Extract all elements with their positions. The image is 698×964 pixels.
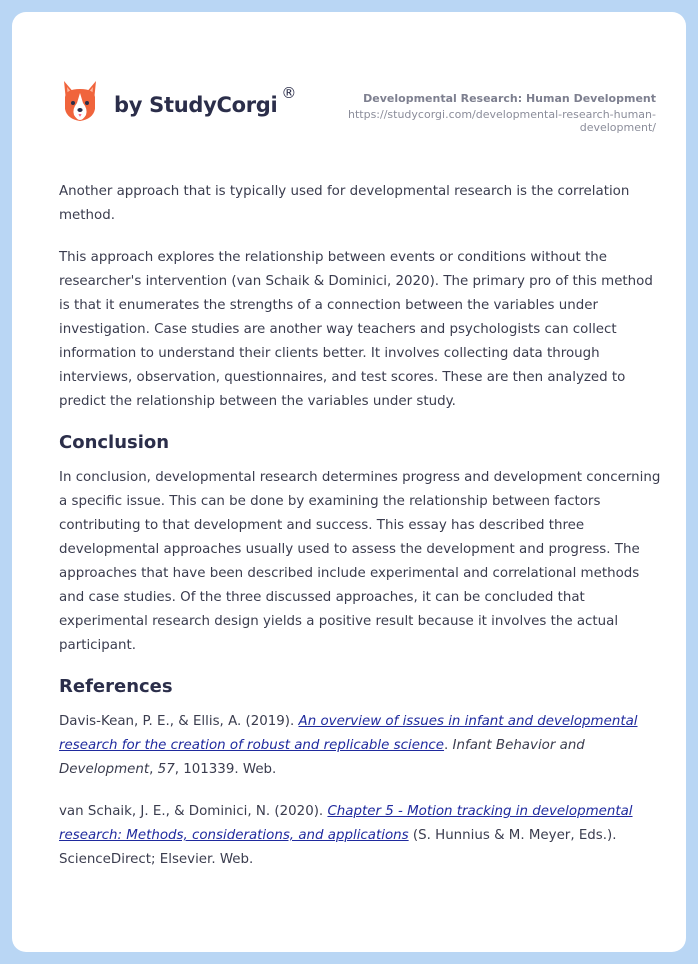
paragraph-correlation-detail: This approach explores the relationship between events or conditions without the researcher's intervention (van Schaik & Dominici, 2020). The primary pro of this method is that it enumerates the strengths of a connection between the variables under investigation. Case studies are another way teachers and psychologists can collect information to understand their clients better. It involves collecting data through interviews, observation, questionnaires, and test scores. These are then analyzed to predict the relationship between the variables under study. xyxy=(59,250,653,409)
reference-tail: , 101339. Web. xyxy=(174,762,277,777)
paragraph-correlation-intro: Another approach that is typically used for developmental research is the correlation method. xyxy=(59,184,630,223)
document-url-line2: development/ xyxy=(579,121,656,134)
reference-tail: (S. Hunnius & M. Meyer, Eds.). ScienceDirect; Elsevier. Web. xyxy=(59,828,617,867)
references-heading: References xyxy=(59,676,173,697)
reference-item xyxy=(59,800,661,872)
document-title: Developmental Research: Human Development xyxy=(363,92,656,105)
studycorgi-logo[interactable] xyxy=(60,76,296,126)
reference-authors: Davis-Kean, P. E., & Ellis, A. (2019). xyxy=(59,714,299,729)
document-page xyxy=(12,12,686,952)
reference-journal: Infant Behavior and Development xyxy=(59,738,585,777)
reference-authors: van Schaik, J. E., & Dominici, N. (2020). xyxy=(59,804,328,819)
brand-name: by StudyCorgi xyxy=(114,93,278,117)
paragraph-conclusion: In conclusion, developmental research determines progress and development concerning a specific issue. This can be done by examining the relationship between factors contributing to that development and success. This essay has described three developmental approaches usually used to assess the development and progress. The approaches that have been described include experimental and correlational methods and case studies. Of the three discussed approaches, it can be concluded that experimental research design yields a positive result because it involves the actual participant. xyxy=(59,470,661,653)
page-header xyxy=(60,76,656,146)
reference-separator: , xyxy=(149,762,158,777)
reference-link[interactable]: Chapter 5 - Motion tracking in developmental research: Methods, considerations, and applications xyxy=(59,804,633,843)
document-meta xyxy=(326,92,656,134)
corgi-logo-icon xyxy=(60,79,100,123)
reference-item xyxy=(59,710,661,782)
reference-punctuation: . xyxy=(444,738,453,753)
reference-link[interactable]: An overview of issues in infant and developmental research for the creation of robust and replicable science xyxy=(59,714,638,753)
registered-mark: ® xyxy=(281,84,297,102)
document-url[interactable] xyxy=(326,108,656,134)
document-url-line1: https://studycorgi.com/developmental-research-human- xyxy=(347,108,656,121)
conclusion-heading: Conclusion xyxy=(59,432,170,453)
document-body xyxy=(59,180,661,890)
reference-volume: 57 xyxy=(157,762,175,777)
